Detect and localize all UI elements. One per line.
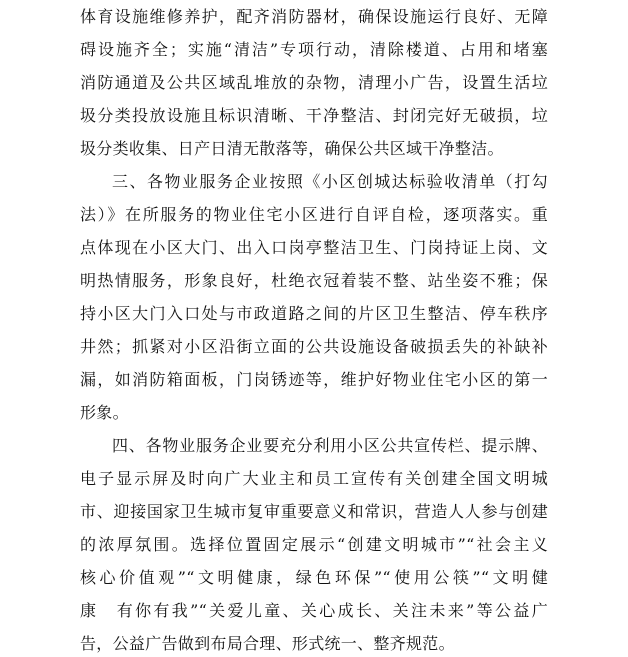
- text-line-7: 法）》在所服务的物业住宅小区进行自评自检，逐项落实。重: [80, 205, 548, 224]
- text-line-2: 碍设施齐全；实施“清洁”专项行动，清除楼道、占用和堵塞: [80, 40, 548, 59]
- paragraph-3-start: 三、各物业服务企业按照《小区创城达标验收清单（打勾: [112, 172, 548, 191]
- text-line-5: 圾分类收集、日产日清无散落等，确保公共区域干净整洁。: [80, 139, 504, 158]
- text-line-16: 市、迎接国家卫生城市复审重要意义和常识，营造人人参与创建: [80, 502, 548, 521]
- text-line-1: 体育设施维修养护，配齐消防器材，确保设施运行良好、无障: [80, 7, 548, 26]
- text-line-17: 的浓厚氛围。选择位置固定展示“创建文明城市”“社会主义: [80, 535, 548, 554]
- text-line-3: 消防通道及公共区域乱堆放的杂物，清理小广告，设置生活垃: [80, 73, 548, 92]
- text-line-18: 核心价值观”“文明健康，绿色环保”“使用公筷”“文明健: [80, 568, 548, 587]
- text-line-10: 持小区大门入口处与市政道路之间的片区卫生整洁、停车秩序: [80, 304, 548, 323]
- text-line-19: 康 有你有我”“关爱儿童、关心成长、关注未来”等公益广: [80, 601, 548, 620]
- paragraph-4-start: 四、各物业服务企业要充分利用小区公共宣传栏、提示牌、: [112, 436, 548, 455]
- text-line-4: 圾分类投放设施且标识清晰、干净整洁、封闭完好无破损，垃: [80, 106, 548, 125]
- text-line-9: 明热情服务，形象良好，杜绝衣冠着装不整、站坐姿不雅；保: [80, 271, 548, 290]
- text-line-12: 漏，如消防箱面板，门岗锈迹等，维护好物业住宅小区的第一: [80, 370, 548, 389]
- text-line-8: 点体现在小区大门、出入口岗亭整洁卫生、门岗持证上岗、文: [80, 238, 548, 257]
- text-line-11: 井然；抓紧对小区沿街立面的公共设施设备破损丢失的补缺补: [80, 337, 548, 356]
- text-line-20: 告，公益广告做到布局合理、形式统一、整齐规范。: [80, 634, 455, 653]
- text-line-15: 电子显示屏及时向广大业主和员工宣传有关创建全国文明城: [80, 469, 548, 488]
- text-line-13: 形象。: [80, 403, 129, 422]
